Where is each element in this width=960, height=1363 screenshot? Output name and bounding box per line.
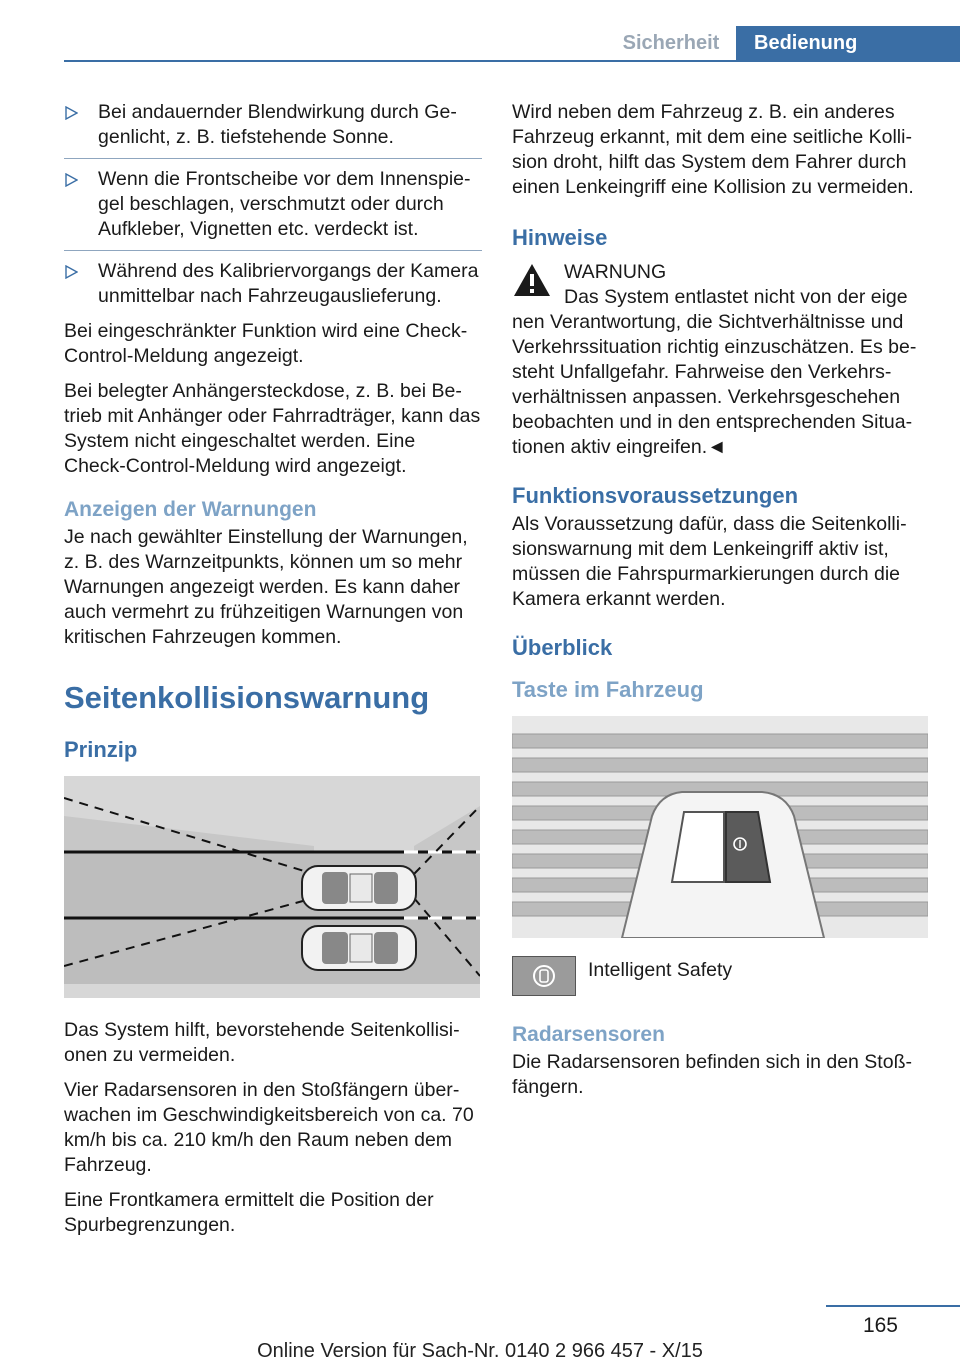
section-tab-sicherheit[interactable]: Sicherheit <box>622 32 720 54</box>
warning-text-rest: nen Verantwortung, die Sichtverhältnisse und Verkehrssituation richtig einzuschätzen. Es besteht Unfallgefahr. Fahrweise den Verkehrsverhältnissen anpassen. Verkehrsgeschehen beobachten und in den entsprechenden Situationen aktiv eingreifen.◄ <box>512 311 917 458</box>
paragraph: Die Radarsensoren befinden sich in den Stoßfängern. <box>512 1051 912 1098</box>
page-header <box>0 0 960 64</box>
paragraph: Bei belegter Anhängersteckdose, z. B. bei Betrieb mit Anhänger oder Fahrradträger, kann das System nicht eingeschaltet werden. Eine Check-Control-Meldung wird angezeigt. <box>64 380 481 477</box>
button-legend-row <box>512 956 928 996</box>
intelligent-safety-label: Intelligent Safety <box>588 959 733 981</box>
paragraph: Eine Frontkamera ermittelt die Position der Spurbegrenzungen. <box>64 1189 434 1236</box>
intelligent-safety-icon <box>512 956 576 996</box>
subheading-radarsensoren: Radarsensoren <box>512 1023 665 1046</box>
section-title: Seitenkollisionswarnung <box>64 680 430 715</box>
paragraph: Als Voraussetzung dafür, dass die Seitenkollisionswarnung mit dem Lenkeingriff aktiv ist, müssen die Fahrspurmarkierungen durch die Kamera erkannt werden. <box>512 513 907 610</box>
triangle-bullet-icon <box>64 106 78 120</box>
paragraph: Vier Radarsensoren in den Stoßfängern überwachen im Geschwindigkeitsbereich von ca. 70 km/h bis ca. 210 km/h den Raum neben dem Fahrzeug. <box>64 1079 474 1176</box>
grille-photo <box>512 716 928 938</box>
left-column <box>64 100 482 1248</box>
warning-box <box>512 260 928 460</box>
list-item <box>64 167 482 251</box>
heading-funktionsvoraussetzungen: Funktionsvoraussetzungen <box>512 483 799 508</box>
heading-prinzip: Prinzip <box>64 737 138 762</box>
list-item-text: Wenn die Frontscheibe vor dem Innenspiegel beschlagen, verschmutzt oder durch Aufkleber, Vignetten etc. verdeckt ist. <box>98 168 471 240</box>
condition-list <box>64 100 482 313</box>
triangle-bullet-icon <box>64 265 78 279</box>
paragraph: Bei eingeschränkter Funktion wird eine Check-Control-Meldung angezeigt. <box>64 320 468 367</box>
list-item <box>64 259 482 313</box>
footer-rule <box>826 1305 960 1307</box>
grille-photo-svg <box>512 716 928 938</box>
list-item-text: Bei andauernder Blendwirkung durch Gegenlicht, z. B. tiefstehende Sonne. <box>98 101 457 148</box>
list-item-text: Während des Kalibriervorgangs der Kamera unmittelbar nach Fahrzeugauslieferung. <box>98 260 479 307</box>
section-tab-bedienung[interactable]: Bedienung <box>736 26 960 60</box>
paragraph: Das System hilft, bevorstehende Seitenkollisionen zu vermeiden. <box>64 1019 460 1066</box>
triangle-bullet-icon <box>64 173 78 187</box>
heading-hinweise: Hinweise <box>512 225 608 250</box>
road-diagram <box>64 776 480 998</box>
page-number: 165 <box>862 1314 898 1337</box>
road-diagram-svg <box>64 776 480 998</box>
intelligent-safety-icon-svg <box>531 963 557 989</box>
footer-text: Online Version für Sach-Nr. 0140 2 966 457 - X/15 <box>257 1340 703 1362</box>
header-rule <box>64 60 960 62</box>
paragraph: Je nach gewählter Einstellung der Warnungen, z. B. des Warnzeitpunkts, können um so mehr Warnungen angezeigt werden. Es kann daher auch vermehrt zu frühzeitigen Warnungen von kritischen Fahrzeugen kommen. <box>64 526 468 648</box>
heading-taste: Taste im Fahrzeug <box>512 677 704 702</box>
list-item <box>64 100 482 159</box>
warning-text-first: Das System entlastet nicht von der eige <box>564 286 908 308</box>
heading-ueberblick: Überblick <box>512 635 613 660</box>
warning-label: WARNUNG <box>564 261 667 283</box>
warning-triangle-icon <box>512 262 552 298</box>
paragraph: Wird neben dem Fahrzeug z. B. ein anderes Fahrzeug erkannt, mit dem eine seitliche Kollision droht, hilft das System dem Fahrer durch einen Lenkeingriff eine Kollision zu vermeiden. <box>512 101 914 198</box>
subheading-warnungen: Anzeigen der Warnungen <box>64 498 317 521</box>
right-column <box>512 100 928 1110</box>
